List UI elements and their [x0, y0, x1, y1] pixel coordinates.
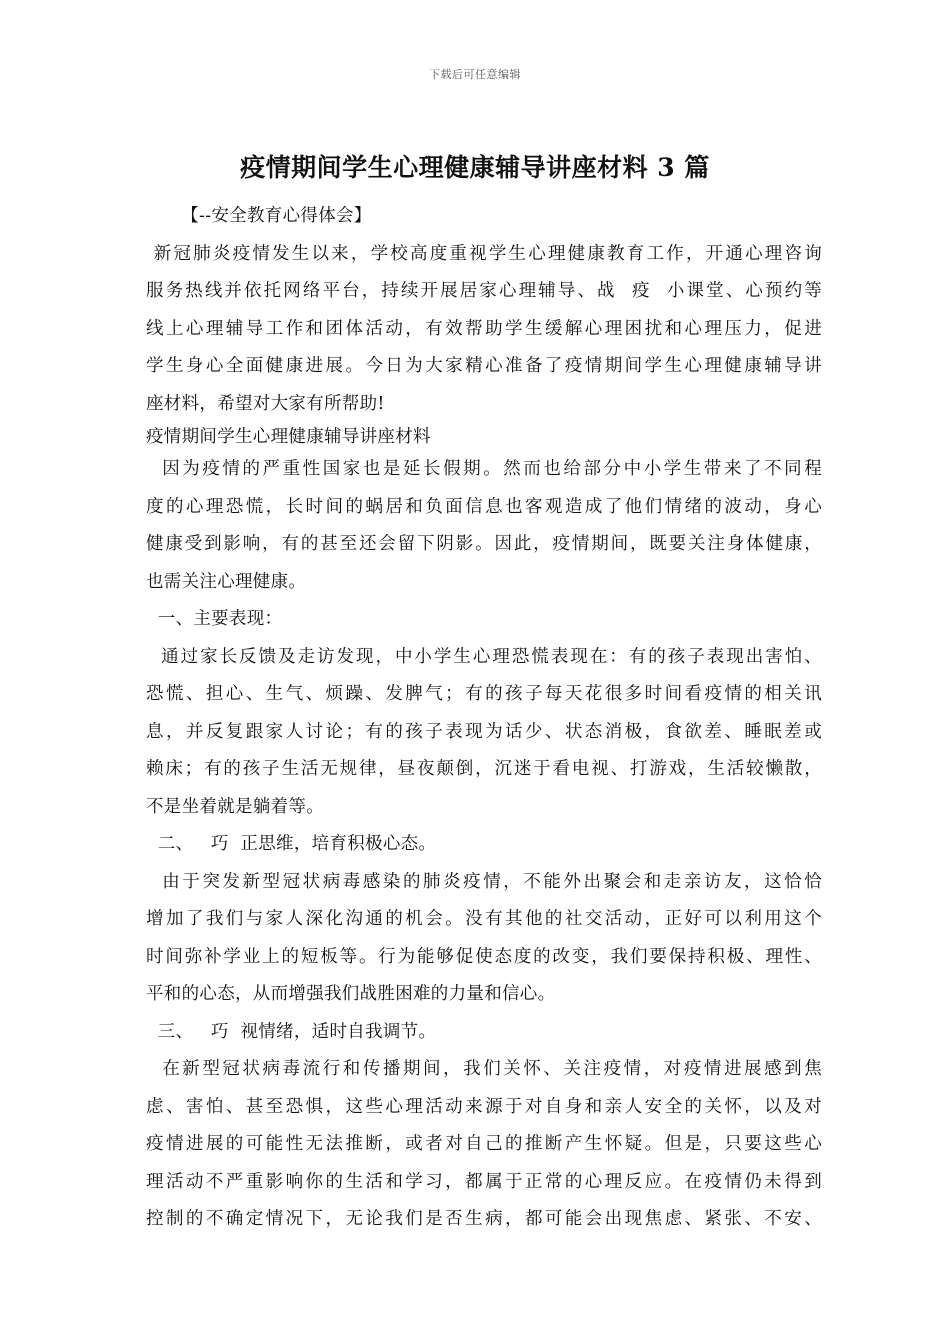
body-line: 一、主要表现：: [146, 609, 283, 629]
body-line: 座材料，希望对大家有所帮助!: [146, 393, 385, 414]
header-note: 下载后可任意编辑: [429, 68, 521, 81]
body-line: 服务热线并依托网络平台，持续开展居家心理辅导、战 疫 小课堂、心预约等: [146, 281, 822, 301]
body-line: 新冠肺炎疫情发生以来，学校高度重视学生心理健康教育工作，开通心理咨询: [146, 243, 822, 264]
body-line: 度的心理恐慌，长时间的蜗居和负面信息也客观造成了他们情绪的波动，身心: [146, 496, 822, 517]
body-line: 健康受到影响，有的甚至还会留下阴影。因此，疫情期间，既要关注身体健康，: [146, 534, 822, 554]
body-line: 理活动不严重影响你的生活和学习，都属于正常的心理反应。在疫情仍未得到: [146, 1171, 822, 1192]
body-line: 也需关注心理健康。: [146, 571, 307, 592]
body-line: 时间弥补学业上的短板等。行为能够促使态度的改变，我们要保持积极、理性、: [146, 946, 822, 967]
body-line: 在新型冠状病毒流行和传播期间，我们关怀、关注疫情，对疫情进展感到焦: [146, 1059, 822, 1079]
body-line: 通过家长反馈及走访发现，中小学生心理恐慌表现在：有的孩子表现出害怕、: [146, 646, 822, 667]
body-line: 疫情期间学生心理健康辅导讲座材料: [146, 427, 431, 447]
body-line: 由于突发新型冠状病毒感染的肺炎疫情，不能外出聚会和走亲访友，这恰恰: [146, 871, 822, 892]
body-line: 增加了我们与家人深化沟通的机会。没有其他的社交活动，正好可以利用这个: [146, 909, 822, 929]
body-line: 【--安全教育心得体会】: [146, 206, 372, 226]
document-title: 疫情期间学生心理健康辅导讲座材料 3 篇: [240, 153, 710, 182]
body-line: 恐慌、担心、生气、烦躁、发脾气；有的孩子每天花很多时间看疫情的相关讯: [146, 684, 822, 704]
body-line: 不是坐着就是躺着等。: [146, 796, 324, 817]
body-line: 三、 巧 视情绪，适时自我调节。: [146, 1021, 437, 1042]
body-line: 因为疫情的严重性国家也是延长假期。然而也给部分中小学生带来了不同程: [146, 459, 822, 479]
document-body: [146, 198, 822, 1239]
body-line: 疫情进展的可能性无法推断，或者对自己的推断产生怀疑。但是，只要这些心: [146, 1134, 822, 1154]
body-line: 控制的不确定情况下，无论我们是否生病，都可能会出现焦虑、紧张、不安、: [146, 1209, 822, 1229]
body-line: 虑、害怕、甚至恐惧，这些心理活动来源于对自身和亲人安全的关怀，以及对: [146, 1096, 822, 1117]
body-line: 学生身心全面健康进展。今日为大家精心准备了疫情期间学生心理健康辅导讲: [146, 356, 822, 376]
body-line: 线上心理辅导工作和团体活动，有效帮助学生缓解心理困扰和心理压力，促进: [146, 318, 822, 339]
body-line: 平和的心态，从而增强我们战胜困难的力量和信心。: [146, 984, 556, 1004]
body-line: 赖床；有的孩子生活无规律，昼夜颠倒，沉迷于看电视、打游戏，生活较懒散，: [146, 759, 822, 779]
body-line: 二、 巧 正思维，培育积极心态。: [146, 834, 437, 854]
body-line: 息，并反复跟家人讨论；有的孩子表现为话少、状态消极，食欲差、睡眠差或: [146, 721, 822, 742]
